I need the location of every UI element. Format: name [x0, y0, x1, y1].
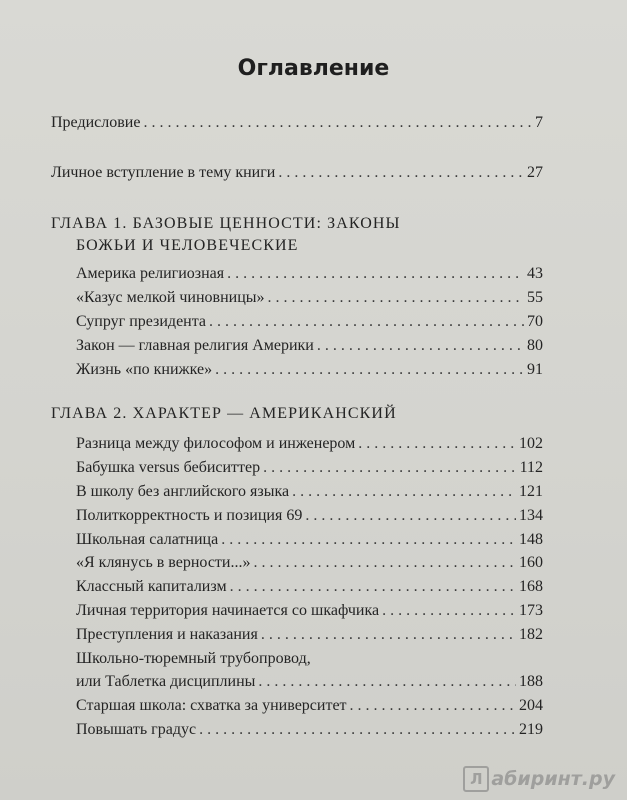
leader-dots [221, 530, 516, 550]
toc-entry-label: Предисловие [51, 114, 141, 131]
leader-dots [305, 506, 516, 526]
toc-entry[interactable] [76, 264, 543, 284]
toc-entry-page: 80 [527, 337, 543, 354]
toc-entry[interactable] [76, 577, 543, 597]
toc-entry[interactable] [76, 360, 543, 380]
toc-entry-preface[interactable] [51, 113, 543, 133]
chapter-1-heading-cont: БОЖЬИ И ЧЕЛОВЕЧЕСКИЕ [76, 237, 299, 254]
toc-entry[interactable] [76, 288, 543, 308]
toc-entry-label: или Таблетка дисциплины [76, 673, 256, 690]
toc-entry-page: 27 [527, 164, 543, 181]
chapter-2-heading: ГЛАВА 2. ХАРАКТЕР — АМЕРИКАНСКИЙ [51, 405, 397, 422]
toc-entry-label: Разница между философом и инженером [76, 435, 356, 452]
toc-entry-label: Классный капитализм [76, 578, 227, 595]
toc-entry-label: Школьная салатница [76, 531, 219, 548]
leader-dots [143, 113, 532, 133]
toc-entry-page: 182 [519, 626, 543, 643]
leader-dots [258, 672, 516, 692]
toc-entry-label: Личное вступление в тему книги [51, 164, 276, 181]
toc-entry-label: Жизнь «по книжке» [76, 361, 213, 378]
toc-entry-page: 134 [519, 507, 543, 524]
toc-entry-label: Старшая школа: схватка за университет [76, 697, 347, 714]
toc-entry[interactable] [76, 434, 543, 454]
toc-entry-label: В школу без английского языка [76, 483, 290, 500]
toc-entry-page: 219 [519, 721, 543, 738]
leader-dots [278, 163, 524, 183]
labirint-logo-icon: Л [463, 766, 489, 792]
toc-entry[interactable] [76, 530, 543, 550]
leader-dots [209, 312, 524, 332]
leader-dots [261, 625, 516, 645]
toc-entry[interactable] [76, 336, 543, 356]
toc-entry-label: Личная территория начинается со шкафчика [76, 602, 380, 619]
toc-entry-page: 112 [519, 459, 543, 476]
toc-entry[interactable] [76, 672, 543, 692]
leader-dots [263, 458, 516, 478]
leader-dots [230, 577, 516, 597]
toc-entry-page: 160 [519, 554, 543, 571]
toc-entry-page: 188 [519, 673, 543, 690]
leader-dots [317, 336, 524, 356]
toc-entry-label: «Казус мелкой чиновницы» [76, 289, 265, 306]
leader-dots [253, 553, 516, 573]
leader-dots [215, 360, 524, 380]
toc-entry-label: Закон — главная религия Америки [76, 337, 314, 354]
toc-entry-label: Америка религиозная [76, 265, 225, 282]
toc-entry-page: 173 [519, 602, 543, 619]
toc-entry-label: «Я клянусь в верности...» [76, 554, 251, 571]
toc-entry-page: 204 [519, 697, 543, 714]
toc-entry[interactable] [76, 553, 543, 573]
leader-dots [227, 264, 524, 284]
toc-entry-label: Супруг президента [76, 313, 207, 330]
toc-entry-label: Повышать градус [76, 721, 197, 738]
toc-entry[interactable] [76, 506, 543, 526]
leader-dots [268, 288, 524, 308]
toc-entry[interactable] [76, 482, 543, 502]
toc-entry-label: Бабушка versus бебиситтер [76, 459, 261, 476]
toc-entry-page: 148 [519, 531, 543, 548]
watermark-text: абиринт.ру [491, 768, 615, 790]
toc-entry-page: 55 [527, 289, 543, 306]
toc-entry-label: Политкорректность и позиция 69 [76, 507, 303, 524]
toc-entry-page: 7 [535, 114, 543, 131]
toc-entry-page: 102 [519, 435, 543, 452]
toc-entry-label: Преступления и наказания [76, 626, 258, 643]
leader-dots [358, 434, 516, 454]
toc-entry-page: 91 [527, 361, 543, 378]
page-title: Оглавление [237, 56, 390, 81]
toc-entry-page: 168 [519, 578, 543, 595]
toc-entry[interactable] [76, 696, 543, 716]
toc-entry[interactable] [76, 601, 543, 621]
toc-entry-label-line1[interactable]: Школьно-тюремный трубопровод, [76, 650, 311, 667]
toc-entry-intro[interactable] [51, 163, 543, 183]
leader-dots [382, 601, 516, 621]
toc-entry[interactable] [76, 720, 543, 740]
leader-dots [199, 720, 516, 740]
toc-entry-page: 43 [527, 265, 543, 282]
toc-entry[interactable] [76, 312, 543, 332]
chapter-1-heading: ГЛАВА 1. БАЗОВЫЕ ЦЕННОСТИ: ЗАКОНЫ [51, 215, 401, 232]
toc-entry[interactable] [76, 625, 543, 645]
toc-entry[interactable] [76, 458, 543, 478]
watermark-logo [463, 766, 615, 792]
leader-dots [350, 696, 516, 716]
leader-dots [292, 482, 516, 502]
toc-entry-page: 70 [527, 313, 543, 330]
toc-entry-page: 121 [519, 483, 543, 500]
